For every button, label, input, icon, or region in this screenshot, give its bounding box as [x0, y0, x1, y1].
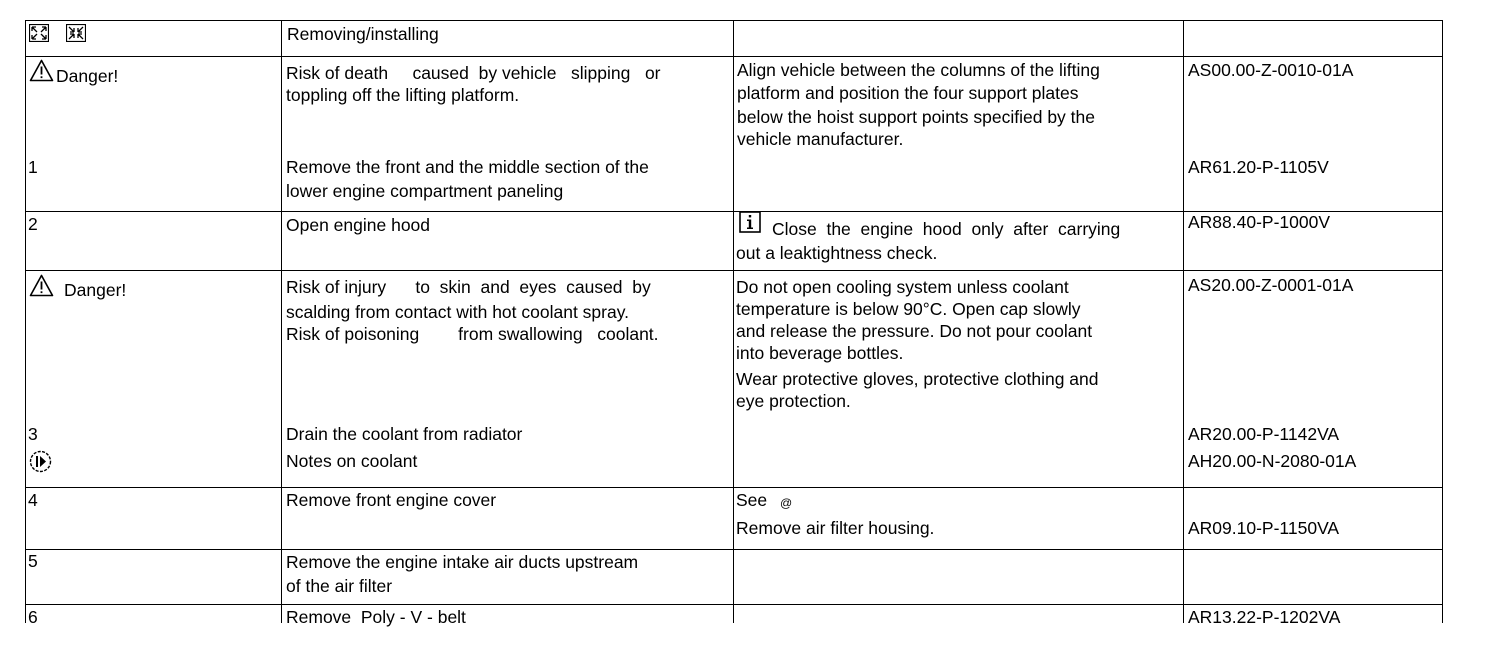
reference-link[interactable]: AR88.40-P-1000V [1188, 212, 1331, 232]
danger-note-line: temperature is below 90°C. Open cap slowly [736, 299, 1081, 319]
row-divider [25, 56, 1443, 57]
see-symbol[interactable]: @ [780, 496, 793, 510]
row-divider [25, 604, 1443, 605]
see-label: See [736, 490, 768, 510]
reference-link[interactable]: AR20.00-P-1142VA [1188, 424, 1340, 444]
row-divider [25, 487, 1443, 488]
column-divider [281, 20, 282, 623]
see-note: Remove air filter housing. [736, 518, 935, 538]
notes-circle-icon [29, 450, 52, 478]
notes-description: Notes on coolant [286, 451, 418, 471]
hood-note-line: Close the engine hood only after carrying [772, 219, 1121, 239]
reference-link[interactable]: AR61.20-P-1105V [1188, 157, 1329, 177]
danger-description-line: Risk of injury to skin and eyes caused by [286, 277, 651, 297]
reference-link[interactable]: AS00.00-Z-0010-01A [1188, 60, 1354, 80]
repair-procedure-table [25, 20, 1443, 627]
step-number: 1 [28, 157, 38, 177]
reference-link[interactable]: AR13.22-P-1202VA [1188, 607, 1341, 627]
step-number: 6 [28, 607, 38, 627]
danger-note-line: vehicle manufacturer. [737, 129, 904, 149]
expand-arrows-icon [29, 24, 49, 47]
danger-description-line: Risk of poisoning from swallowing coolant. [286, 324, 659, 344]
table-border-left [25, 20, 26, 623]
danger-note-line: and release the pressure. Do not pour coolant [736, 321, 1093, 341]
danger-note-line: Wear protective gloves, protective clothing and [736, 369, 1099, 389]
step-description-line: Open engine hood [286, 215, 431, 235]
danger-description-line: toppling off the lifting platform. [286, 85, 520, 105]
step-description-line: Remove Poly - V - belt [286, 607, 466, 627]
row-divider [25, 270, 1443, 271]
danger-note-line: into beverage bottles. [736, 343, 904, 363]
danger-description-line: scalding from contact with hot coolant spray. [286, 302, 630, 322]
danger-description-line: Risk of death caused by vehicle slipping or [286, 63, 661, 83]
step-description-line: Drain the coolant from radiator [286, 424, 523, 444]
danger-label: Danger! [64, 280, 127, 300]
warning-triangle-icon [29, 59, 54, 87]
warning-triangle-icon [29, 274, 54, 302]
danger-note-line: Do not open cooling system unless coolant [736, 277, 1069, 297]
reference-link[interactable]: AH20.00-N-2080-01A [1188, 451, 1357, 471]
column-divider [733, 20, 734, 623]
step-description-line: Remove front engine cover [286, 490, 497, 510]
table-border-right [1442, 20, 1443, 623]
danger-note-line: eye protection. [736, 391, 851, 411]
step-description-line: of the air filter [286, 576, 393, 596]
hood-note-line: out a leaktightness check. [736, 243, 938, 263]
step-number: 3 [28, 424, 38, 444]
reference-link[interactable]: AS20.00-Z-0001-01A [1188, 275, 1354, 295]
column-divider [1183, 20, 1184, 623]
step-description-line: Remove the front and the middle section of the [286, 157, 649, 177]
reference-link[interactable]: AR09.10-P-1150VA [1188, 518, 1340, 538]
step-number: 5 [28, 551, 38, 571]
danger-label: Danger! [56, 66, 119, 86]
danger-note-line: below the hoist support points specified by the [737, 107, 1095, 127]
row-divider [25, 549, 1443, 550]
step-number: 4 [28, 490, 38, 510]
info-icon [739, 211, 761, 238]
danger-note-line: Align vehicle between the columns of the lifting [737, 60, 1100, 80]
section-title: Removing/installing [287, 24, 439, 44]
danger-note-line: platform and position the four support plates [737, 83, 1079, 103]
step-description-line: lower engine compartment paneling [286, 181, 564, 201]
step-number: 2 [28, 214, 38, 234]
step-description-line: Remove the engine intake air ducts upstream [286, 552, 639, 572]
table-border-top [25, 20, 1443, 21]
collapse-arrows-icon [66, 24, 86, 47]
